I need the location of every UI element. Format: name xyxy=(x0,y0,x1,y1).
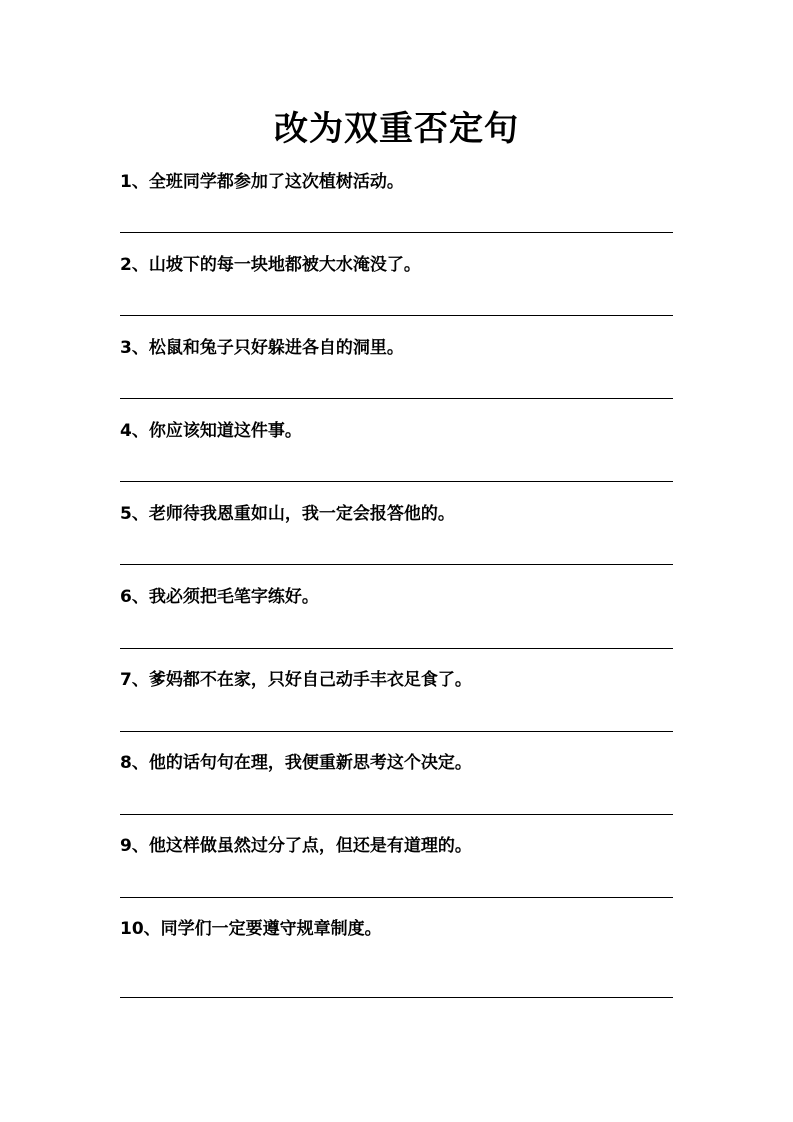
answer-line-6 xyxy=(120,648,673,649)
answer-line-1 xyxy=(120,232,673,233)
question-8: 8、他的话句句在理，我便重新思考这个决定。 xyxy=(120,753,472,773)
answer-line-4 xyxy=(120,481,673,482)
question-4: 4、你应该知道这件事。 xyxy=(120,421,302,441)
answer-line-5 xyxy=(120,564,673,565)
answer-line-3 xyxy=(120,398,673,399)
question-3: 3、松鼠和兔子只好躲进各自的洞里。 xyxy=(120,338,404,358)
question-9: 9、他这样做虽然过分了点，但还是有道理的。 xyxy=(120,836,472,856)
answer-line-9 xyxy=(120,897,673,898)
question-2: 2、山坡下的每一块地都被大水淹没了。 xyxy=(120,255,421,275)
answer-line-7 xyxy=(120,731,673,732)
answer-line-8 xyxy=(120,814,673,815)
question-1: 1、全班同学都参加了这次植树活动。 xyxy=(120,172,404,192)
question-6: 6、我必须把毛笔字练好。 xyxy=(120,587,319,607)
answer-line-10 xyxy=(120,997,673,998)
question-7: 7、爹妈都不在家，只好自己动手丰衣足食了。 xyxy=(120,670,472,690)
question-5: 5、老师待我恩重如山，我一定会报答他的。 xyxy=(120,504,455,524)
worksheet-title: 改为双重否定句 xyxy=(274,109,519,149)
question-10: 10、同学们一定要遵守规章制度。 xyxy=(120,919,382,939)
answer-line-2 xyxy=(120,315,673,316)
